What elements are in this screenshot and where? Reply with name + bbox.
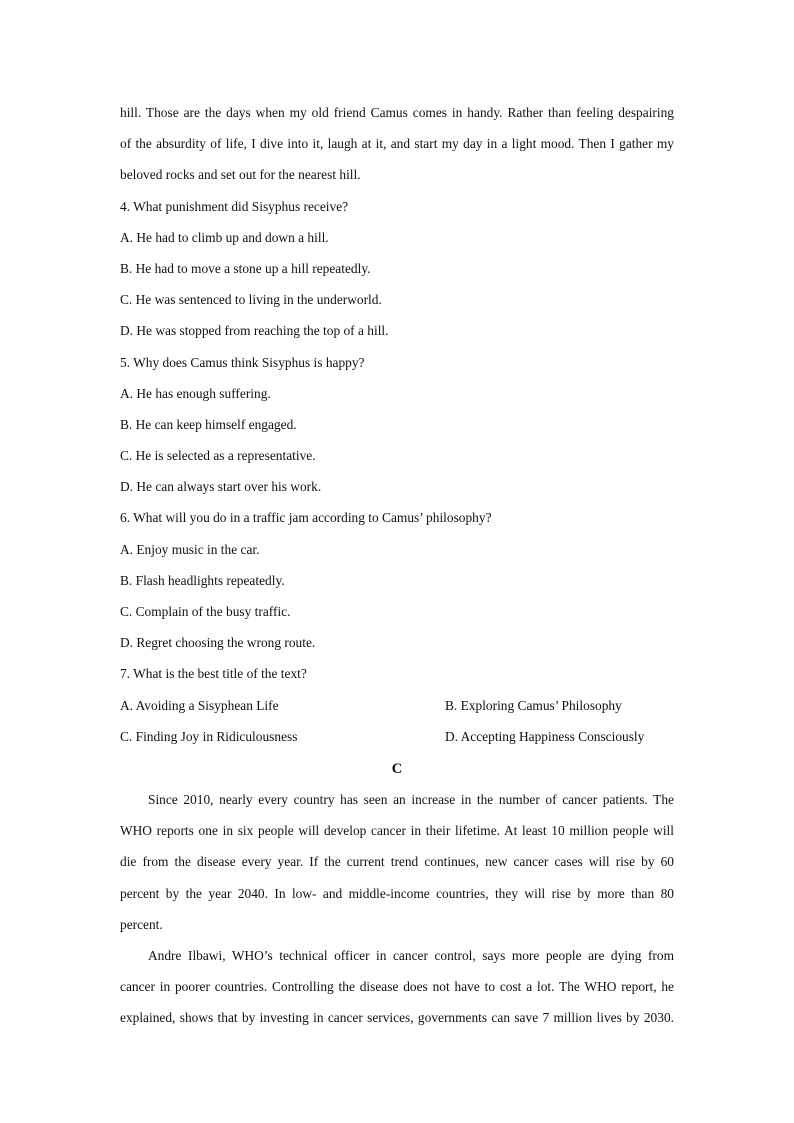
page-content [120, 101, 674, 1037]
paragraph-line: cancer in poorer countries. Controlling the disease does not have to cost a lot. The WHO report, he [120, 979, 674, 995]
section-c-paragraph-1 [120, 788, 674, 944]
section-c-paragraph-2 [120, 944, 674, 1038]
question-stem: 7. What is the best title of the text? [120, 666, 307, 682]
answer-option: B. He had to move a stone up a hill repeatedly. [120, 260, 371, 276]
answer-option: B. Flash headlights repeatedly. [120, 572, 285, 588]
answer-option: A. He has enough suffering. [120, 385, 271, 401]
paragraph-line: WHO reports one in six people will develop cancer in their lifetime. At least 10 million people will [120, 823, 674, 839]
answer-option: C. He was sentenced to living in the underworld. [120, 292, 382, 308]
paragraph-line: percent by the year 2040. In low- and middle-income countries, they will rise by more than 80 [120, 885, 674, 901]
answer-option: D. Accepting Happiness Consciously [445, 729, 645, 745]
question-4 [120, 195, 674, 351]
answer-option: D. Regret choosing the wrong route. [120, 635, 316, 651]
answer-option: B. He can keep himself engaged. [120, 416, 297, 432]
question-stem: 6. What will you do in a traffic jam according to Camus’ philosophy? [120, 510, 492, 526]
passage-line: of the absurdity of life, I dive into it, laugh at it, and start my day in a light mood. Then I gather my [120, 136, 674, 152]
passage-line: beloved rocks and set out for the nearest hill. [120, 167, 361, 183]
answer-option: D. He can always start over his work. [120, 479, 322, 495]
section-heading: C [391, 760, 403, 777]
answer-option-row [120, 694, 674, 726]
paragraph-line: Andre Ilbawi, WHO’s technical officer in cancer control, says more people are dying from [148, 947, 674, 963]
paragraph-line: explained, shows that by investing in cancer services, governments can save 7 million lives by 2030. [120, 1010, 674, 1026]
answer-option: A. Enjoy music in the car. [120, 541, 260, 557]
paragraph-line: die from the disease every year. If the current trend continues, new cancer cases will rise by 60 [120, 854, 674, 870]
answer-option: C. Complain of the busy traffic. [120, 604, 291, 619]
answer-option: C. Finding Joy in Ridiculousness [120, 729, 298, 745]
question-5 [120, 351, 674, 507]
answer-option: B. Exploring Camus’ Philosophy [445, 697, 622, 713]
question-6 [120, 506, 674, 662]
question-stem: 5. Why does Camus think Sisyphus is happy? [120, 354, 365, 370]
answer-option: D. He was stopped from reaching the top of a hill. [120, 323, 389, 339]
answer-option: A. Avoiding a Sisyphean Life [120, 697, 279, 713]
question-stem: 4. What punishment did Sisyphus receive? [120, 198, 349, 214]
answer-option-row [120, 725, 674, 757]
passage-b-ending [120, 101, 674, 195]
paragraph-line: percent. [120, 916, 163, 932]
question-7 [120, 662, 674, 757]
passage-line: hill. Those are the days when my old friend Camus comes in handy. Rather than feeling despairing [120, 105, 674, 120]
paragraph-line: Since 2010, nearly every country has seen an increase in the number of cancer patients. The [148, 791, 674, 807]
answer-option: C. He is selected as a representative. [120, 448, 316, 464]
answer-option: A. He had to climb up and down a hill. [120, 229, 329, 245]
